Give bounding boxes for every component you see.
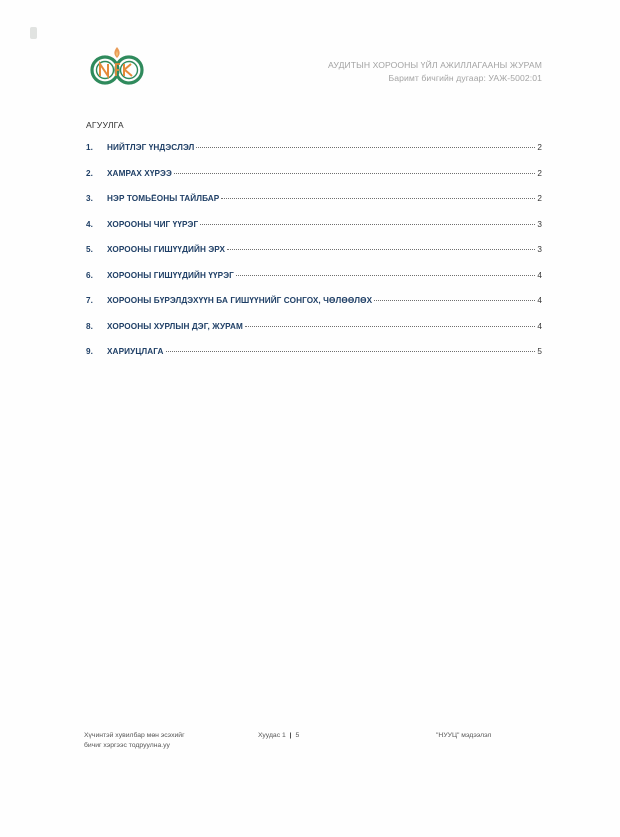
table-of-contents: [86, 143, 542, 373]
toc-heading: АГУУЛГА: [86, 120, 124, 130]
toc-item-page: 2: [537, 143, 542, 152]
toc-item-page: 4: [537, 270, 542, 280]
toc-item-label: ХАМРАХ ХҮРЭЭ: [107, 168, 172, 178]
toc-item-number: 2.: [86, 168, 94, 178]
toc-dot-leader: [200, 224, 535, 225]
toc-item-8[interactable]: [86, 322, 542, 348]
footer-validity-note: [84, 731, 244, 751]
footer-page-label: Хуудас 1: [258, 732, 286, 739]
toc-item-page: 2: [537, 194, 542, 203]
toc-dot-leader: [166, 351, 536, 352]
toc-dot-leader: [236, 275, 535, 276]
toc-item-page: 3: [537, 219, 542, 229]
toc-item-number: 4.: [86, 219, 94, 229]
toc-item-label: НЭР ТОМЬЁОНЫ ТАЙЛБАР: [107, 194, 220, 203]
toc-item-page: 2: [537, 168, 542, 178]
footer-page-separator: |: [289, 732, 292, 739]
document-number: Баримт бичгийн дугаар: УАЖ-5002:01: [388, 73, 542, 83]
toc-dot-leader: [174, 173, 535, 174]
footer-classification: "НУУЦ" мэдээлэл: [436, 732, 492, 739]
toc-item-page: 4: [537, 321, 542, 331]
toc-dot-leader: [245, 326, 535, 327]
toc-item-page: 4: [537, 296, 542, 305]
toc-item-number: 8.: [86, 321, 94, 331]
document-header: [328, 59, 542, 85]
toc-item-number: 5.: [86, 245, 94, 254]
toc-item-1[interactable]: [86, 143, 542, 169]
footer-page-number: [258, 731, 299, 741]
toc-item-label: ХОРООНЫ БҮРЭЛДЭХҮҮН БА ГИШҮҮНИЙГ СОНГОХ, ЧӨЛӨӨЛӨХ: [107, 296, 373, 305]
footer-note-line1: Хүчинтэй хувилбар мөн эсэхийг: [84, 732, 185, 739]
toc-item-number: 3.: [86, 194, 94, 203]
toc-dot-leader: [221, 198, 535, 199]
toc-item-label: ХАРИУЦЛАГА: [107, 347, 164, 356]
toc-item-9[interactable]: [86, 347, 542, 373]
toc-item-3[interactable]: [86, 194, 542, 220]
nik-company-logo-icon: [86, 43, 148, 87]
toc-item-label: ХОРООНЫ ГИШҮҮДИЙН ҮҮРЭГ: [107, 270, 234, 280]
footer-page-total: 5: [295, 732, 300, 739]
toc-dot-leader: [196, 147, 535, 148]
footer-note-line2: бичиг хэргээс тодруулна.уу: [84, 742, 170, 749]
toc-item-2[interactable]: [86, 169, 542, 195]
toc-item-7[interactable]: [86, 296, 542, 322]
toc-item-6[interactable]: [86, 271, 542, 297]
toc-item-number: 1.: [86, 143, 94, 152]
toc-item-label: НИЙТЛЭГ ҮНДЭСЛЭЛ: [107, 143, 195, 152]
toc-item-number: 7.: [86, 296, 94, 305]
document-title: АУДИТЫН ХОРООНЫ ҮЙЛ АЖИЛЛАГААНЫ ЖУРАМ: [327, 60, 542, 70]
toc-item-page: 5: [537, 347, 542, 356]
toc-item-number: 9.: [86, 347, 94, 356]
toc-item-label: ХОРООНЫ ЧИГ ҮҮРЭГ: [107, 219, 199, 229]
toc-item-label: ХОРООНЫ ХУРЛЫН ДЭГ, ЖУРАМ: [107, 321, 243, 331]
toc-item-label: ХОРООНЫ ГИШҮҮДИЙН ЭРХ: [107, 245, 226, 254]
scan-artifact: [30, 27, 37, 39]
company-logo: [86, 43, 148, 87]
toc-item-page: 3: [537, 245, 542, 254]
toc-dot-leader: [374, 300, 535, 301]
toc-item-number: 6.: [86, 270, 94, 280]
toc-item-5[interactable]: [86, 245, 542, 271]
toc-item-4[interactable]: [86, 220, 542, 246]
toc-dot-leader: [227, 249, 535, 250]
